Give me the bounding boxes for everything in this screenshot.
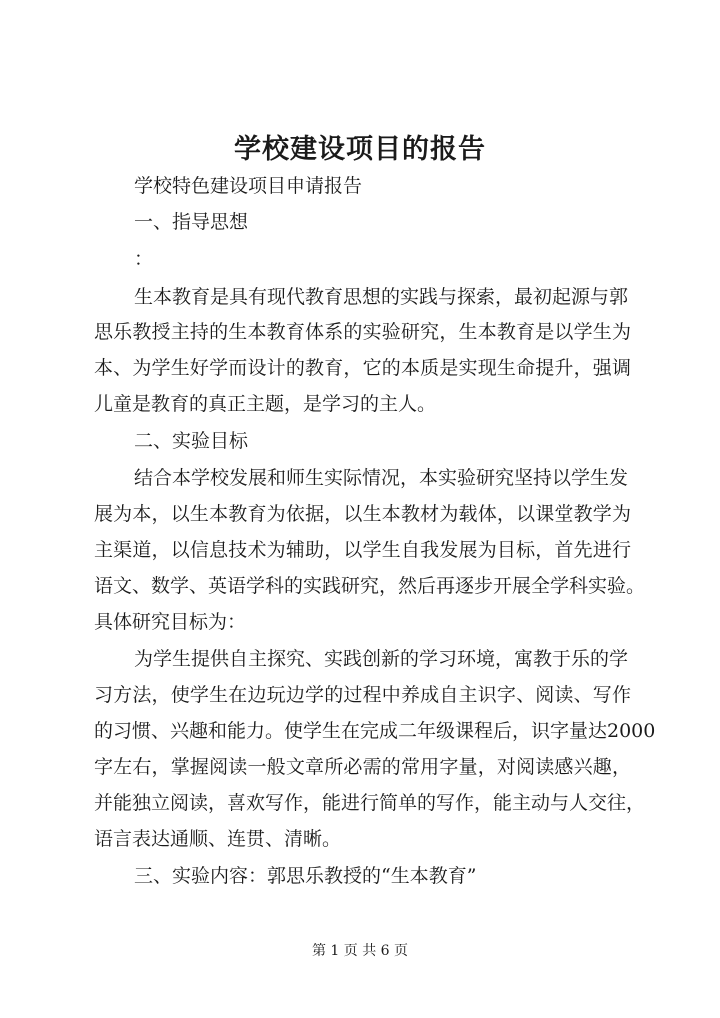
document-title: 学校建设项目的报告 (234, 134, 486, 165)
paragraph-3-line: 的习惯、兴趣和能力。使学生在完成二年级课程后，识字量达2000 (94, 720, 656, 742)
subtitle: 学校特色建设项目申请报告 (134, 175, 363, 197)
section-heading-2: 二、实验目标 (134, 430, 249, 452)
paragraph-3-line: 并能独立阅读，喜欢写作，能进行简单的写作，能主动与人交往， (94, 792, 646, 814)
section-heading-3: 三、实验内容：郭思乐教授的“生本教育” (134, 865, 477, 887)
paragraph-3-line: 语言表达通顺、连贯、清晰。 (94, 828, 342, 850)
paragraph-3-line: 为学生提供自主探究、实践创新的学习环境，寓教于乐的学 (134, 648, 629, 670)
section-heading-1: 一、指导思想 (134, 211, 249, 233)
paragraph-1-line: 儿童是教育的真正主题，是学习的主人。 (94, 393, 437, 415)
paragraph-3-line: 习方法，使学生在边玩边学的过程中养成自主识字、阅读、写作 (94, 684, 631, 706)
paragraph-2-line: 语文、数学、英语学科的实践研究，然后再逐步开展全学科实验。 (94, 575, 646, 597)
paragraph-2-line: 结合本学校发展和师生实际情况，本实验研究坚持以学生发 (134, 467, 629, 489)
colon-line: ： (134, 248, 154, 270)
paragraph-2-line: 主渠道，以信息技术为辅助，以学生自我发展为目标，首先进行 (94, 539, 631, 561)
page-footer: 第 1 页 共 6 页 (311, 943, 409, 959)
paragraph-1-line: 生本教育是具有现代教育思想的实践与探索，最初起源与郭 (134, 286, 629, 308)
paragraph-3-line: 字左右，掌握阅读一般文章所必需的常用字量，对阅读感兴趣， (94, 756, 631, 778)
paragraph-1-line: 本、为学生好学而设计的教育，它的本质是实现生命提升，强调 (94, 357, 631, 379)
paragraph-2-line: 具体研究目标为： (94, 611, 247, 633)
paragraph-2-line: 展为本，以生本教育为依据，以生本教材为载体，以课堂教学为 (94, 503, 631, 525)
paragraph-1-line: 思乐教授主持的生本教育体系的实验研究，生本教育是以学生为 (94, 321, 631, 343)
